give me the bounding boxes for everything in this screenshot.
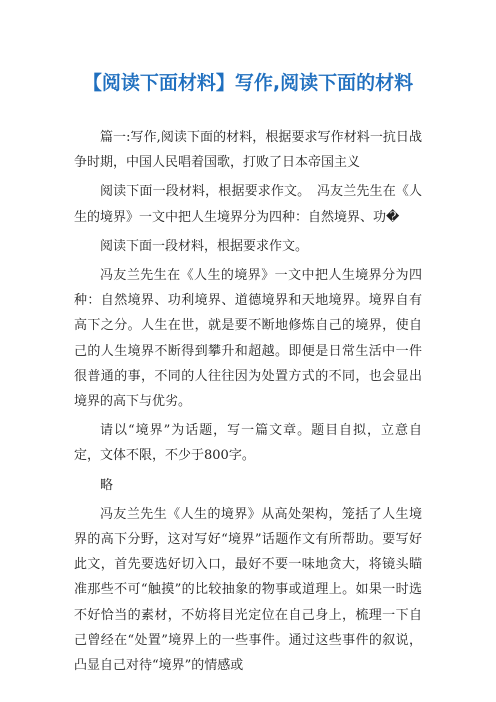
paragraph-3: 阅读下面一段材料，根据要求作文。 — [100, 238, 309, 254]
paragraph-7: 冯友兰先生《人生的境界》从高处架构，笼括了人生境界的高下分野，这对写好“境界”话题作文有所帮助。要写好此文，首先要选好切入口，最好不要一味地贪大，将镜头瞄准那些不可“触摸”的比较抽象的物事或道理上。如果一时选不好恰当的素材，不妨将目光定位在自己身上，梳理一下自己曾经在“处置”境界上的一些事件。通过这些事件的叙说，凸显自己对待“境界”的情感或 — [74, 506, 422, 674]
paragraph-5: 请以“境界”为话题，写一篇文章。题目自拟，立意自定，文体不限，不少于800字。 — [74, 423, 422, 464]
paragraph-1: 篇一:写作,阅读下面的材料，根据要求写作材料一抗日战争时期，中国人民唱着国歌，打败了日本帝国主义 — [74, 130, 422, 171]
document-title: 【阅读下面材料】写作,阅读下面的材料 — [82, 72, 414, 94]
paragraph-2: 阅读下面一段材料，根据要求作文。 冯友兰先生在《人生的境界》一文中把人生境界分为四种：自然境界、功� — [74, 184, 422, 225]
paragraph-6: 略 — [100, 477, 114, 493]
paragraph-4: 冯友兰先生在《人生的境界》一文中把人生境界分为四种：自然境界、功利境界、道德境界和天地境界。境界自有高下之分。人生在世，就是要不断地修炼自己的境界，使自己的人生境界不断得到攀升和超越。即便是日常生活中一件很普通的事，不同的人往往因为处置方式的不同，也会显出境界的高下与优劣。 — [74, 268, 422, 410]
